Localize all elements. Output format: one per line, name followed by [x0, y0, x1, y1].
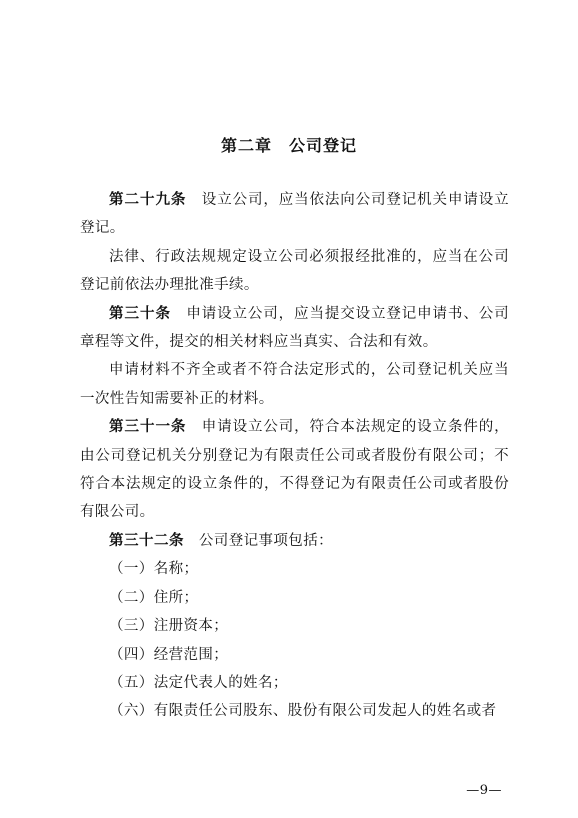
- article-text: 公司登记事项包括：: [184, 532, 333, 549]
- paragraph-text: 申请材料不齐全或者不符合法定形式的，公司登记机关应当一次性告知需要补正的材料。: [80, 362, 509, 407]
- article-text: 设立公司，应当依法向公司登记机关申请设立登记。: [80, 192, 509, 237]
- article-31: [80, 413, 509, 527]
- list-item: （一）名称；: [109, 561, 199, 578]
- list-item: （四）经营范围；: [109, 646, 229, 663]
- article-label: 第三十一条: [109, 419, 187, 436]
- article-30: [80, 300, 509, 357]
- article-29: [80, 186, 509, 243]
- article-label: 第三十二条: [109, 532, 184, 549]
- document-body: [80, 186, 509, 726]
- chapter-title: 第二章 公司登记: [220, 136, 357, 155]
- article-label: 第三十条: [109, 305, 171, 322]
- list-item: （二）住所；: [109, 589, 199, 606]
- article-label: 第二十九条: [109, 192, 187, 208]
- list-item: （六）有限责任公司股东、股份有限公司发起人的姓名或者: [109, 703, 497, 720]
- article-30-paragraph-2: [80, 356, 509, 413]
- article-text: 申请设立公司，应当提交设立登记申请书、公司章程等文件，提交的相关材料应当真实、合法和有效。: [80, 305, 509, 351]
- article-text: 申请设立公司，符合本法规定的设立条件的，由公司登记机关分别登记为有限责任公司或者股份有限公司；不符合本法规定的设立条件的，不得登记为有限责任公司或者股份有限公司。: [80, 419, 509, 521]
- article-32: [80, 527, 509, 555]
- list-item: （五）法定代表人的姓名；: [109, 674, 288, 691]
- article-29-paragraph-2: [80, 243, 509, 300]
- paragraph-text: 法律、行政法规规定设立公司必须报经批准的，应当在公司登记前依法办理批准手续。: [80, 248, 509, 294]
- page-number: —9—: [466, 783, 502, 798]
- list-item: （三）注册资本；: [109, 618, 229, 635]
